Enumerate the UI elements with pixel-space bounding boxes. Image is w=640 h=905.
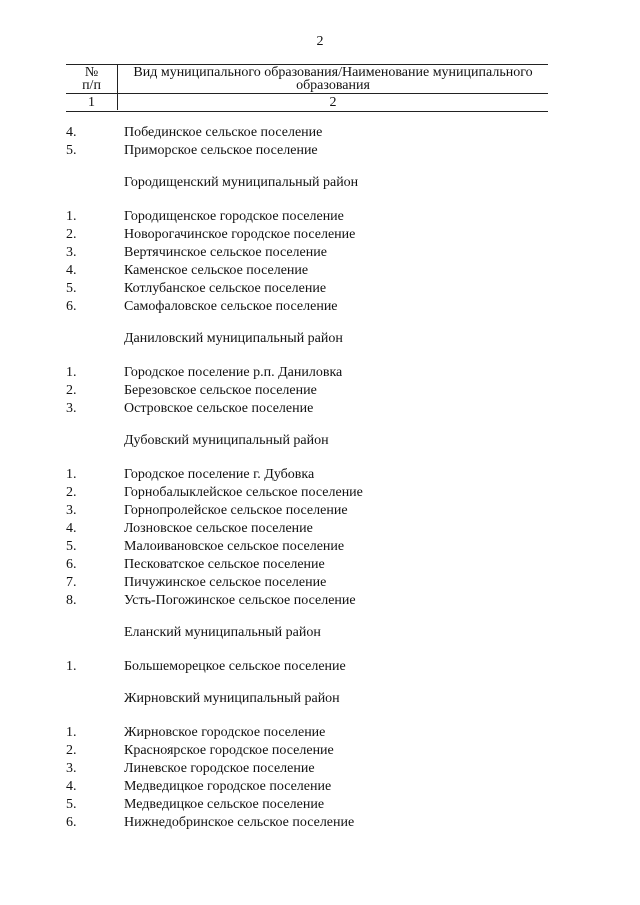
list-item	[0, 760, 640, 778]
settlement-list	[0, 124, 640, 832]
item-name: Лозновское сельское поселение	[124, 521, 313, 536]
item-number: 3.	[66, 401, 77, 416]
list-item	[0, 124, 640, 142]
item-number: 1.	[66, 659, 77, 674]
list-item	[0, 520, 640, 538]
list-item	[0, 742, 640, 760]
list-item	[0, 484, 640, 502]
item-number: 1.	[66, 365, 77, 380]
item-name: Медведицкое городское поселение	[124, 779, 332, 794]
item-name: Горнопролейское сельское поселение	[124, 503, 348, 518]
item-number: 5.	[66, 281, 77, 296]
list-item	[0, 262, 640, 280]
item-name: Большеморецкое сельское поселение	[124, 659, 346, 674]
column-number-index: 1	[66, 94, 118, 110]
item-name: Новорогачинское городское поселение	[124, 227, 356, 242]
item-name: Усть-Погожинское сельское поселение	[124, 593, 356, 608]
item-number: 2.	[66, 227, 77, 242]
item-number: 4.	[66, 125, 77, 140]
item-number: 6.	[66, 557, 77, 572]
item-name: Пичужинское сельское поселение	[124, 575, 327, 590]
table-header-labels	[66, 65, 548, 94]
item-name: Городское поселение г. Дубовка	[124, 467, 315, 482]
district-title: Городищенский муниципальный район	[124, 175, 359, 190]
item-number: 5.	[66, 797, 77, 812]
item-number: 8.	[66, 593, 77, 608]
column-number-label: № п/п	[66, 65, 118, 93]
continued-group	[0, 124, 640, 160]
item-number: 2.	[66, 743, 77, 758]
list-item	[0, 142, 640, 160]
list-item	[0, 592, 640, 610]
item-number: 1.	[66, 725, 77, 740]
list-item	[0, 724, 640, 742]
item-name: Островское сельское поселение	[124, 401, 314, 416]
item-name: Котлубанское сельское поселение	[124, 281, 327, 296]
list-item	[0, 658, 640, 676]
district-title: Дубовский муниципальный район	[124, 433, 329, 448]
item-number: 3.	[66, 245, 77, 260]
list-item	[0, 364, 640, 382]
table-header	[66, 64, 548, 112]
item-number: 3.	[66, 503, 77, 518]
item-number: 7.	[66, 575, 77, 590]
table-header-numbers	[66, 94, 548, 110]
list-item	[0, 280, 640, 298]
item-name: Городищенское городское поселение	[124, 209, 344, 224]
column-name-label: Вид муниципального образования/Наименование муниципального образования	[133, 65, 533, 93]
list-item	[0, 382, 640, 400]
district-title: Даниловский муниципальный район	[124, 331, 343, 346]
item-name: Красноярское городское поселение	[124, 743, 334, 758]
list-item	[0, 244, 640, 262]
list-item	[0, 556, 640, 574]
list-item	[0, 778, 640, 796]
district-title: Еланский муниципальный район	[124, 625, 321, 640]
item-number: 5.	[66, 143, 77, 158]
item-name: Нижнедобринское сельское поселение	[124, 815, 355, 830]
item-number: 4.	[66, 263, 77, 278]
item-name: Горнобалыклейское сельское поселение	[124, 485, 363, 500]
item-name: Жирновское городское поселение	[124, 725, 326, 740]
item-number: 6.	[66, 815, 77, 830]
item-number: 1.	[66, 467, 77, 482]
list-item	[0, 400, 640, 418]
item-name: Малоивановское сельское поселение	[124, 539, 345, 554]
item-name: Линевское городское поселение	[124, 761, 315, 776]
item-name: Медведицкое сельское поселение	[124, 797, 325, 812]
list-item	[0, 502, 640, 520]
list-item	[0, 814, 640, 832]
item-number: 4.	[66, 779, 77, 794]
district-title: Жирновский муниципальный район	[124, 691, 340, 706]
item-name: Вертячинское сельское поселение	[124, 245, 327, 260]
item-name: Песковатское сельское поселение	[124, 557, 325, 572]
item-name: Городское поселение р.п. Даниловка	[124, 365, 343, 380]
item-number: 4.	[66, 521, 77, 536]
item-name: Березовское сельское поселение	[124, 383, 317, 398]
item-number: 1.	[66, 209, 77, 224]
item-number: 6.	[66, 299, 77, 314]
item-name: Самофаловское сельское поселение	[124, 299, 338, 314]
item-name: Каменское сельское поселение	[124, 263, 309, 278]
list-item	[0, 466, 640, 484]
list-item	[0, 796, 640, 814]
item-number: 2.	[66, 485, 77, 500]
list-item	[0, 574, 640, 592]
item-name: Приморское сельское поселение	[124, 143, 318, 158]
item-number: 5.	[66, 539, 77, 554]
list-item	[0, 226, 640, 244]
list-item	[0, 538, 640, 556]
item-number: 3.	[66, 761, 77, 776]
page-number: 2	[316, 34, 324, 49]
item-number: 2.	[66, 383, 77, 398]
item-name: Побединское сельское поселение	[124, 125, 323, 140]
list-item	[0, 298, 640, 316]
column-name-index: 2	[329, 95, 337, 110]
list-item	[0, 208, 640, 226]
